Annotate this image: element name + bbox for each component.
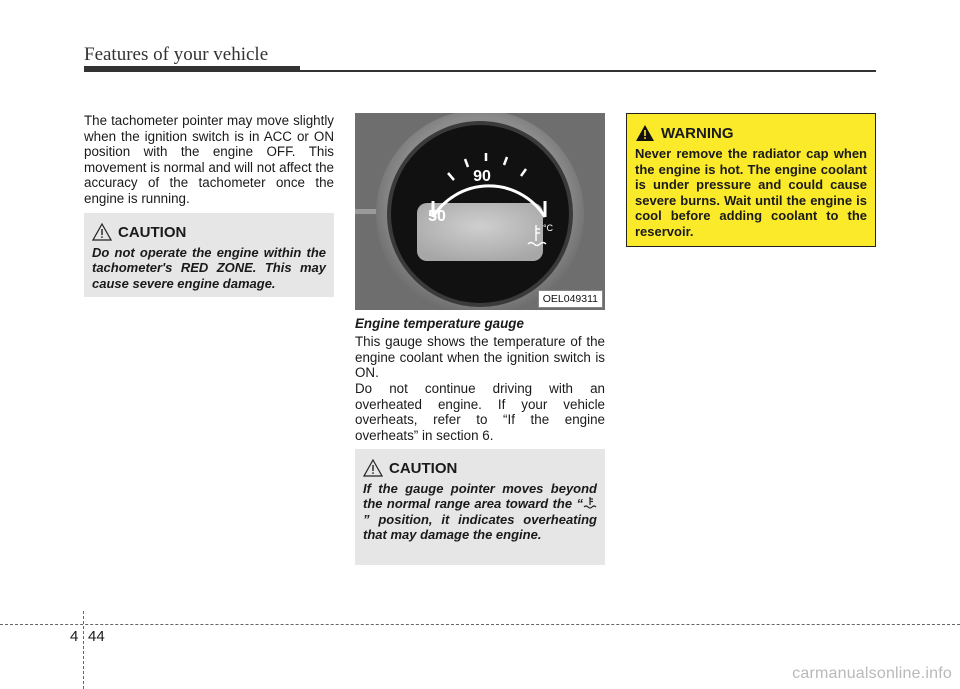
figure-caption: OEL049311 (538, 290, 603, 308)
footer-page-number: 44 (88, 628, 105, 645)
page-header-title: Features of your vehicle (84, 44, 269, 65)
caution-box-temperature (355, 449, 605, 565)
temperature-gauge-illustration (355, 113, 605, 310)
header-rule-thick (84, 66, 300, 72)
section-subheading: Engine temperature gauge (355, 316, 524, 331)
warning-title: WARNING (661, 124, 734, 142)
temperature-paragraph-2: Do not continue driving with an overheated engine. If your vehicle overheats, refer to “If the engine overheats” in section 6. (355, 381, 605, 443)
caution-title: CAUTION (389, 459, 458, 477)
footer-dashed-rule (0, 624, 960, 625)
warning-triangle-icon (92, 223, 112, 241)
watermark: carmanualsonline.info (792, 665, 952, 682)
temperature-paragraph-1: This gauge shows the temperature of the engine coolant when the ignition switch is ON. (355, 334, 605, 381)
caution-header (92, 223, 326, 241)
footer-dashed-divider (83, 611, 84, 689)
warning-triangle-icon (635, 124, 655, 142)
coolant-temperature-icon (583, 497, 597, 509)
caution-title: CAUTION (118, 223, 187, 241)
caution-box-tachometer (84, 213, 334, 297)
warning-triangle-icon (363, 459, 383, 477)
temperature-gauge-figure (355, 113, 605, 310)
header-rule-thin (300, 70, 876, 72)
caution-body (363, 481, 597, 543)
gauge-label-high: 90 (473, 168, 491, 185)
caution-body: Do not operate the engine within the tachometer's RED ZONE. This may cause severe engine damage. (92, 245, 326, 291)
warning-body: Never remove the radiator cap when the engine is hot. The engine coolant is under pressure and could cause severe burns. Wait until the engine is cool before adding coolant to the reservoir. (635, 146, 867, 239)
gauge-unit: °C (542, 223, 554, 233)
caution-body-before: If the gauge pointer moves beyond the normal range area toward the “ (363, 481, 597, 512)
footer-section-number: 4 (70, 628, 79, 645)
gauge-label-low: 50 (428, 208, 446, 225)
tachometer-paragraph: The tachometer pointer may move slightly when the ignition switch is in ACC or ON position with the engine OFF. This movement is normal and will not affect the accuracy of the tachometer once the engine is running. (84, 113, 334, 206)
warning-header (635, 124, 867, 142)
caution-header (363, 459, 597, 477)
warning-box (626, 113, 876, 247)
caution-body-after: ” position, it indicates overheating that may damage the engine. (363, 511, 597, 543)
